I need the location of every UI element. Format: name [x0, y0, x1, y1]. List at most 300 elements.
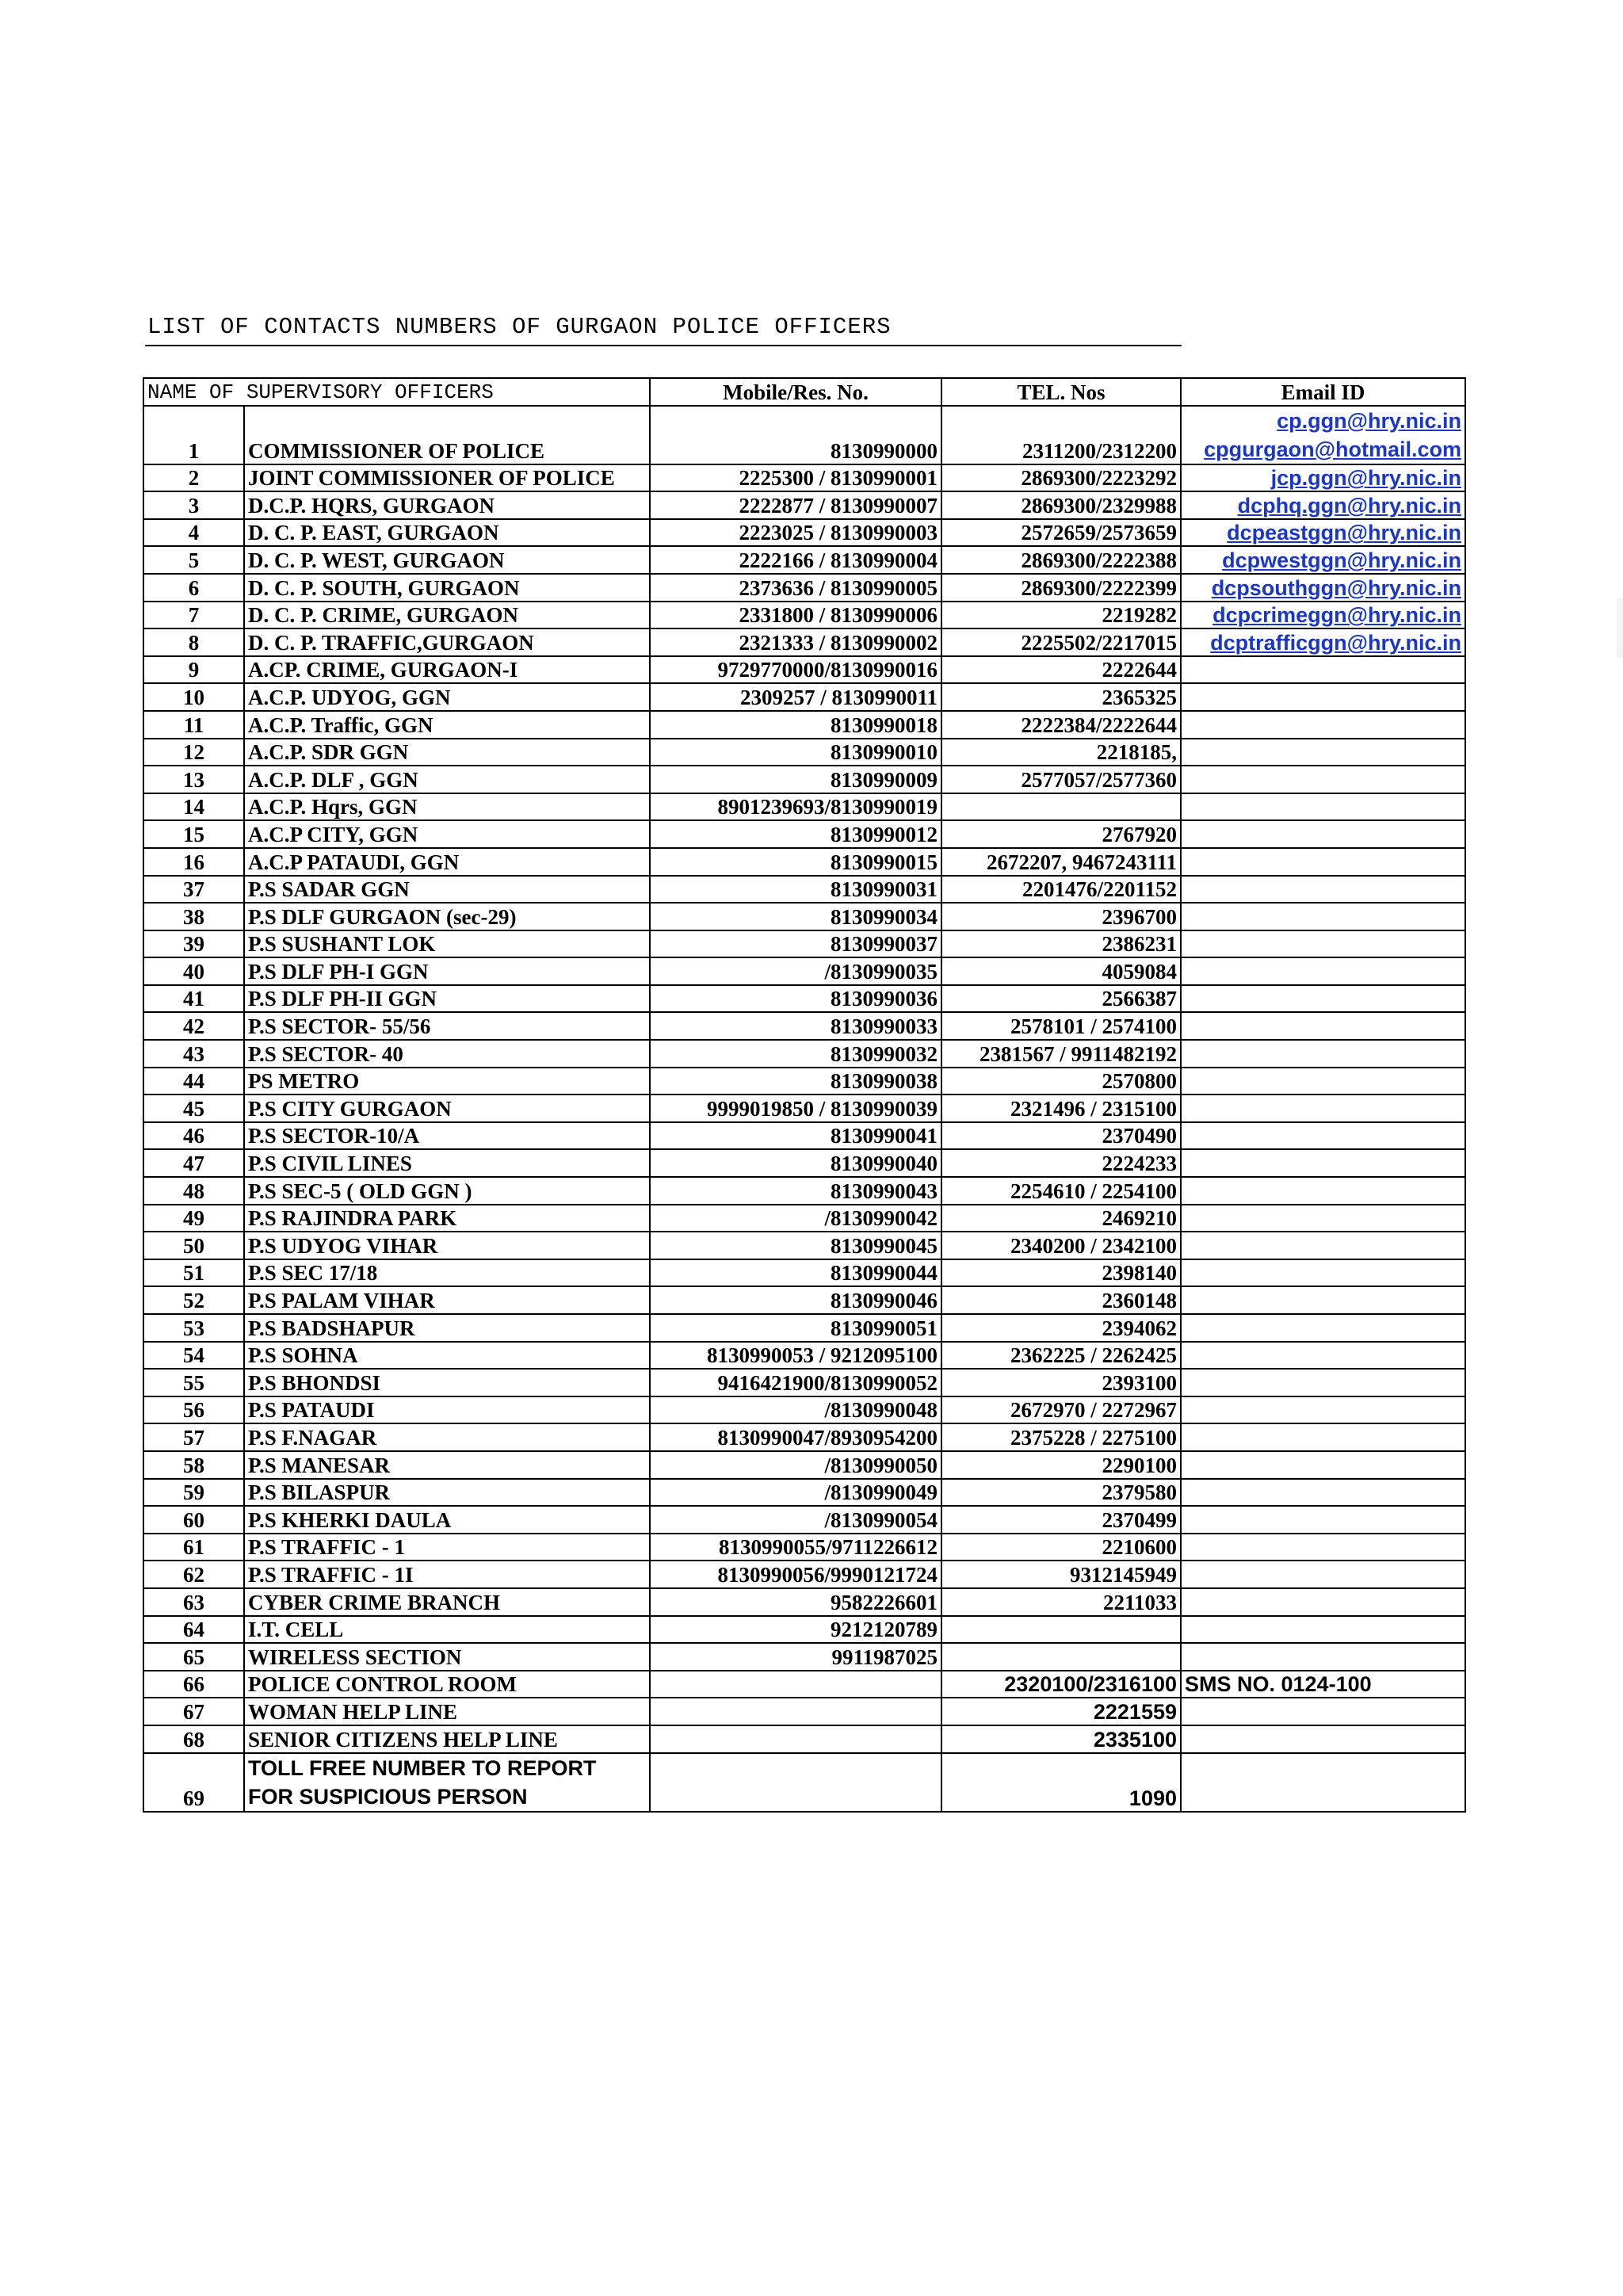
row-tel: 2254610 / 2254100	[941, 1177, 1181, 1205]
row-email	[1181, 876, 1465, 904]
row-sl: 56	[143, 1396, 244, 1424]
table-row	[143, 602, 1465, 629]
row-mobile: 9212120789	[650, 1616, 941, 1644]
row-tel: 2672207, 9467243111	[941, 848, 1181, 876]
row-mobile	[650, 1671, 941, 1698]
row-name-line: FOR SUSPICIOUS PERSON	[248, 1784, 528, 1809]
row-name: P.S BADSHAPUR	[244, 1314, 650, 1342]
row-name: P.S RAJINDRA PARK	[244, 1205, 650, 1232]
table-row	[143, 1588, 1465, 1616]
row-sl: 51	[143, 1259, 244, 1287]
row-tel: 2290100	[941, 1451, 1181, 1479]
row-email	[1181, 1423, 1465, 1451]
row-mobile: 9582226601	[650, 1588, 941, 1616]
row-email	[1181, 656, 1465, 684]
row-email	[1181, 1342, 1465, 1370]
row-email	[1181, 1286, 1465, 1314]
row-mobile: 8130990044	[650, 1259, 941, 1287]
header-email: Email ID	[1181, 378, 1465, 406]
row-email	[1181, 602, 1465, 629]
row-mobile: 2373636 / 8130990005	[650, 574, 941, 602]
row-sl: 67	[143, 1698, 244, 1725]
table-row	[143, 903, 1465, 930]
email-link[interactable]: dcpcrimeggn@hry.nic.in	[1212, 603, 1461, 628]
row-mobile: 8130990000	[650, 406, 941, 464]
row-sl: 11	[143, 711, 244, 739]
row-mobile: 8130990055/9711226612	[650, 1534, 941, 1561]
row-email	[1181, 1149, 1465, 1177]
row-tel: 2393100	[941, 1369, 1181, 1396]
row-name: P.S BILASPUR	[244, 1479, 650, 1507]
row-name: A.C.P CITY, GGN	[244, 820, 650, 848]
row-name: I.T. CELL	[244, 1616, 650, 1644]
table-row	[143, 766, 1465, 793]
row-email	[1181, 957, 1465, 985]
row-mobile: /8130990054	[650, 1506, 941, 1534]
row-sl: 14	[143, 793, 244, 821]
table-row	[143, 793, 1465, 821]
row-mobile: 9911987025	[650, 1643, 941, 1671]
row-name: D. C. P. EAST, GURGAON	[244, 519, 650, 547]
row-name: A.C.P. Traffic, GGN	[244, 711, 650, 739]
contacts-table	[143, 377, 1466, 1813]
row-email	[1181, 1753, 1465, 1812]
row-email	[1181, 406, 1465, 464]
table-row	[143, 656, 1465, 684]
row-name: D. C. P. TRAFFIC,GURGAON	[244, 628, 650, 656]
email-link[interactable]: dcpeastggn@hry.nic.in	[1227, 521, 1461, 545]
row-tel: 2577057/2577360	[941, 766, 1181, 793]
header-name: NAME OF SUPERVISORY OFFICERS	[143, 378, 650, 406]
row-email	[1181, 546, 1465, 574]
row-mobile	[650, 1753, 941, 1812]
row-sl: 4	[143, 519, 244, 547]
row-email	[1181, 1698, 1465, 1725]
row-sl: 13	[143, 766, 244, 793]
row-name: P.S SOHNA	[244, 1342, 650, 1370]
row-email	[1181, 1205, 1465, 1232]
row-sl: 62	[143, 1561, 244, 1588]
row-sl: 64	[143, 1616, 244, 1644]
row-mobile: 2225300 / 8130990001	[650, 464, 941, 492]
row-tel: 2218185,	[941, 739, 1181, 766]
table-row	[143, 1149, 1465, 1177]
row-mobile: 8901239693/8130990019	[650, 793, 941, 821]
table-row	[143, 1534, 1465, 1561]
row-sl: 9	[143, 656, 244, 684]
row-email	[1181, 1259, 1465, 1287]
table-row	[143, 1643, 1465, 1671]
row-tel: 2869300/2223292	[941, 464, 1181, 492]
row-mobile: 8130990047/8930954200	[650, 1423, 941, 1451]
row-email	[1181, 820, 1465, 848]
row-name: POLICE CONTROL ROOM	[244, 1671, 650, 1698]
row-sl: 53	[143, 1314, 244, 1342]
row-email	[1181, 1396, 1465, 1424]
row-sl: 47	[143, 1149, 244, 1177]
row-tel: 2869300/2329988	[941, 491, 1181, 519]
row-mobile: 8130990056/9990121724	[650, 1561, 941, 1588]
row-name: WOMAN HELP LINE	[244, 1698, 650, 1725]
row-name: JOINT COMMISSIONER OF POLICE	[244, 464, 650, 492]
row-sl: 49	[143, 1205, 244, 1232]
row-name: P.S TRAFFIC - 1I	[244, 1561, 650, 1588]
row-name: COMMISSIONER OF POLICE	[244, 406, 650, 464]
row-sl: 50	[143, 1232, 244, 1259]
row-sl: 54	[143, 1342, 244, 1370]
row-tel: 2225502/2217015	[941, 628, 1181, 656]
row-email	[1181, 1122, 1465, 1150]
table-row	[143, 1012, 1465, 1040]
row-mobile: 8130990040	[650, 1149, 941, 1177]
row-sl: 44	[143, 1068, 244, 1095]
row-tel: 2767920	[941, 820, 1181, 848]
row-name: P.S TRAFFIC - 1	[244, 1534, 650, 1561]
email-link[interactable]: dcpsouthggn@hry.nic.in	[1211, 575, 1461, 600]
table-row	[143, 519, 1465, 547]
row-mobile: 8130990018	[650, 711, 941, 739]
row-tel: 2320100/2316100	[941, 1671, 1181, 1698]
row-email	[1181, 1479, 1465, 1507]
row-sl: 52	[143, 1286, 244, 1314]
table-row	[143, 1232, 1465, 1259]
row-mobile: 9999019850 / 8130990039	[650, 1095, 941, 1122]
row-tel: 2365325	[941, 683, 1181, 711]
row-mobile: 2309257 / 8130990011	[650, 683, 941, 711]
row-sl: 42	[143, 1012, 244, 1040]
email-link[interactable]: cp.ggn@hry.nic.in	[1277, 408, 1461, 433]
email-link[interactable]: dcpwestggn@hry.nic.in	[1222, 548, 1461, 572]
row-mobile: 8130990041	[650, 1122, 941, 1150]
row-name: A.C.P. DLF , GGN	[244, 766, 650, 793]
row-email	[1181, 1506, 1465, 1534]
row-sl: 40	[143, 957, 244, 985]
row-tel: 2222644	[941, 656, 1181, 684]
table-row	[143, 820, 1465, 848]
header-row	[143, 378, 1465, 406]
table-row	[143, 1177, 1465, 1205]
row-sl: 1	[143, 406, 244, 464]
row-name: A.C.P. SDR GGN	[244, 739, 650, 766]
row-name: P.S F.NAGAR	[244, 1423, 650, 1451]
row-mobile: /8130990035	[650, 957, 941, 985]
row-mobile: /8130990042	[650, 1205, 941, 1232]
row-sl: 41	[143, 985, 244, 1013]
table-row	[143, 1698, 1465, 1725]
row-email	[1181, 1012, 1465, 1040]
row-mobile: 8130990045	[650, 1232, 941, 1259]
row-tel: 2396700	[941, 903, 1181, 930]
row-tel: 2381567 / 9911482192	[941, 1040, 1181, 1068]
row-sl: 2	[143, 464, 244, 492]
header-tel: TEL. Nos	[941, 378, 1181, 406]
table-row	[143, 1506, 1465, 1534]
row-name: A.CP. CRIME, GURGAON-I	[244, 656, 650, 684]
row-sl: 60	[143, 1506, 244, 1534]
row-name: D. C. P. CRIME, GURGAON	[244, 602, 650, 629]
table-row	[143, 1314, 1465, 1342]
table-row	[143, 1369, 1465, 1396]
row-mobile: 8130990051	[650, 1314, 941, 1342]
row-tel: 2375228 / 2275100	[941, 1423, 1181, 1451]
row-sl: 3	[143, 491, 244, 519]
table-row	[143, 1725, 1465, 1753]
row-tel: 2379580	[941, 1479, 1181, 1507]
table-row	[143, 491, 1465, 519]
row-mobile: 2331800 / 8130990006	[650, 602, 941, 629]
row-tel: 9312145949	[941, 1561, 1181, 1588]
row-email	[1181, 491, 1465, 519]
row-name: P.S SEC 17/18	[244, 1259, 650, 1287]
row-name: P.S PATAUDI	[244, 1396, 650, 1424]
row-mobile: 2222877 / 8130990007	[650, 491, 941, 519]
row-name: P.S SADAR GGN	[244, 876, 650, 904]
row-mobile: 8130990015	[650, 848, 941, 876]
table-row	[143, 546, 1465, 574]
email-link[interactable]: dcptrafficggn@hry.nic.in	[1210, 630, 1461, 655]
row-name: PS METRO	[244, 1068, 650, 1095]
row-tel	[941, 793, 1181, 821]
row-email	[1181, 1040, 1465, 1068]
row-tel: 2672970 / 2272967	[941, 1396, 1181, 1424]
row-tel: 2210600	[941, 1534, 1181, 1561]
table-row	[143, 574, 1465, 602]
row-email	[1181, 464, 1465, 492]
row-tel: 2394062	[941, 1314, 1181, 1342]
row-sl: 55	[143, 1369, 244, 1396]
row-tel	[941, 1643, 1181, 1671]
row-email	[1181, 1232, 1465, 1259]
table-row	[143, 1616, 1465, 1644]
table-row	[143, 985, 1465, 1013]
table-row	[143, 1205, 1465, 1232]
row-email	[1181, 1095, 1465, 1122]
row-email	[1181, 1068, 1465, 1095]
row-sl: 5	[143, 546, 244, 574]
row-tel: 2335100	[941, 1725, 1181, 1753]
email-link[interactable]: dcphq.ggn@hry.nic.in	[1237, 493, 1461, 518]
row-name: A.C.P. UDYOG, GGN	[244, 683, 650, 711]
row-name-line: TOLL FREE NUMBER TO REPORT	[248, 1755, 597, 1780]
row-email	[1181, 628, 1465, 656]
row-mobile	[650, 1698, 941, 1725]
row-tel: 2219282	[941, 602, 1181, 629]
row-tel: 2469210	[941, 1205, 1181, 1232]
row-name: D.C.P. HQRS, GURGAON	[244, 491, 650, 519]
table-row	[143, 1342, 1465, 1370]
table-row	[143, 406, 1465, 464]
row-name: SENIOR CITIZENS HELP LINE	[244, 1725, 650, 1753]
row-mobile: 2223025 / 8130990003	[650, 519, 941, 547]
row-sl: 61	[143, 1534, 244, 1561]
row-sl: 15	[143, 820, 244, 848]
table-row	[143, 1068, 1465, 1095]
table-row	[143, 876, 1465, 904]
row-name: P.S DLF PH-II GGN	[244, 985, 650, 1013]
table-row	[143, 1286, 1465, 1314]
row-sl: 16	[143, 848, 244, 876]
row-tel: 2222384/2222644	[941, 711, 1181, 739]
row-mobile: 8130990053 / 9212095100	[650, 1342, 941, 1370]
row-tel	[941, 1616, 1181, 1644]
row-name: WIRELESS SECTION	[244, 1643, 650, 1671]
row-tel: 2578101 / 2574100	[941, 1012, 1181, 1040]
row-sl: 12	[143, 739, 244, 766]
row-tel: 2221559	[941, 1698, 1181, 1725]
table-row	[143, 1451, 1465, 1479]
row-sl: 58	[143, 1451, 244, 1479]
row-sl: 6	[143, 574, 244, 602]
row-name: P.S KHERKI DAULA	[244, 1506, 650, 1534]
row-tel: 2572659/2573659	[941, 519, 1181, 547]
table-row	[143, 930, 1465, 958]
row-mobile: 8130990031	[650, 876, 941, 904]
row-tel: 2224233	[941, 1149, 1181, 1177]
row-name: CYBER CRIME BRANCH	[244, 1588, 650, 1616]
row-tel: 2311200/2312200	[941, 406, 1181, 464]
row-email	[1181, 1725, 1465, 1753]
row-sl: 43	[143, 1040, 244, 1068]
row-sl: 68	[143, 1725, 244, 1753]
row-name: P.S PALAM VIHAR	[244, 1286, 650, 1314]
row-mobile: 8130990038	[650, 1068, 941, 1095]
table-row	[143, 1753, 1465, 1812]
row-mobile: 8130990034	[650, 903, 941, 930]
row-tel: 2201476/2201152	[941, 876, 1181, 904]
row-name: P.S DLF GURGAON (sec-29)	[244, 903, 650, 930]
row-mobile: 9416421900/8130990052	[650, 1369, 941, 1396]
table-row	[143, 1423, 1465, 1451]
title-block	[145, 314, 1182, 346]
email-link[interactable]: cpgurgaon@hotmail.com	[1204, 437, 1461, 461]
row-name: P.S SECTOR- 40	[244, 1040, 650, 1068]
row-mobile: 8130990036	[650, 985, 941, 1013]
row-sl: 45	[143, 1095, 244, 1122]
row-tel: 2340200 / 2342100	[941, 1232, 1181, 1259]
row-mobile: /8130990050	[650, 1451, 941, 1479]
row-tel: 2362225 / 2262425	[941, 1342, 1181, 1370]
row-name: A.C.P PATAUDI, GGN	[244, 848, 650, 876]
row-email	[1181, 1588, 1465, 1616]
row-email	[1181, 683, 1465, 711]
row-tel: 2211033	[941, 1588, 1181, 1616]
row-name: P.S MANESAR	[244, 1451, 650, 1479]
row-sl: 10	[143, 683, 244, 711]
row-mobile	[650, 1725, 941, 1753]
row-mobile: /8130990049	[650, 1479, 941, 1507]
table-row	[143, 683, 1465, 711]
row-tel: 2360148	[941, 1286, 1181, 1314]
row-email	[1181, 1534, 1465, 1561]
row-name: P.S UDYOG VIHAR	[244, 1232, 650, 1259]
row-sl: 59	[143, 1479, 244, 1507]
row-tel: 2869300/2222388	[941, 546, 1181, 574]
contacts-table-body	[143, 378, 1465, 1812]
row-email	[1181, 711, 1465, 739]
row-sl: 39	[143, 930, 244, 958]
row-name: P.S CIVIL LINES	[244, 1149, 650, 1177]
table-row	[143, 711, 1465, 739]
table-row	[143, 1122, 1465, 1150]
table-row	[143, 848, 1465, 876]
row-email	[1181, 1643, 1465, 1671]
row-email	[1181, 903, 1465, 930]
row-name: D. C. P. WEST, GURGAON	[244, 546, 650, 574]
page-edge-mark	[1617, 598, 1623, 658]
row-name: P.S SUSHANT LOK	[244, 930, 650, 958]
row-sl: 8	[143, 628, 244, 656]
email-link[interactable]: jcp.ggn@hry.nic.in	[1270, 466, 1461, 491]
row-tel: 1090	[941, 1753, 1181, 1812]
header-mobile: Mobile/Res. No.	[650, 378, 941, 406]
row-mobile: 8130990033	[650, 1012, 941, 1040]
row-sl: 57	[143, 1423, 244, 1451]
row-sl: 46	[143, 1122, 244, 1150]
table-row	[143, 957, 1465, 985]
table-row	[143, 1396, 1465, 1424]
row-mobile: 8130990043	[650, 1177, 941, 1205]
row-tel: 2566387	[941, 985, 1181, 1013]
row-tel: 2398140	[941, 1259, 1181, 1287]
row-email	[1181, 1616, 1465, 1644]
row-mobile: 2321333 / 8130990002	[650, 628, 941, 656]
row-sl: 48	[143, 1177, 244, 1205]
row-email	[1181, 1561, 1465, 1588]
row-mobile: 8130990032	[650, 1040, 941, 1068]
row-email	[1181, 930, 1465, 958]
row-sl: 66	[143, 1671, 244, 1698]
row-email	[1181, 519, 1465, 547]
row-tel: 2869300/2222399	[941, 574, 1181, 602]
row-email	[1181, 848, 1465, 876]
row-mobile: 8130990037	[650, 930, 941, 958]
table-row	[143, 628, 1465, 656]
row-tel: 2570800	[941, 1068, 1181, 1095]
row-name: P.S DLF PH-I GGN	[244, 957, 650, 985]
row-name: P.S SECTOR-10/A	[244, 1122, 650, 1150]
row-mobile: 8130990012	[650, 820, 941, 848]
row-email	[1181, 793, 1465, 821]
row-name: A.C.P. Hqrs, GGN	[244, 793, 650, 821]
row-mobile: 8130990009	[650, 766, 941, 793]
row-name: P.S SECTOR- 55/56	[244, 1012, 650, 1040]
row-email	[1181, 1314, 1465, 1342]
row-name	[244, 1753, 650, 1812]
table-row	[143, 464, 1465, 492]
row-tel: 2370499	[941, 1506, 1181, 1534]
row-email	[1181, 1177, 1465, 1205]
row-name: D. C. P. SOUTH, GURGAON	[244, 574, 650, 602]
table-row	[143, 1040, 1465, 1068]
row-tel: 2370490	[941, 1122, 1181, 1150]
row-mobile: 8130990010	[650, 739, 941, 766]
row-name: P.S CITY GURGAON	[244, 1095, 650, 1122]
row-email	[1181, 985, 1465, 1013]
row-mobile: /8130990048	[650, 1396, 941, 1424]
table-row	[143, 1671, 1465, 1698]
row-sl: 63	[143, 1588, 244, 1616]
row-email	[1181, 766, 1465, 793]
row-email	[1181, 574, 1465, 602]
table-row	[143, 1095, 1465, 1122]
row-name: P.S SEC-5 ( OLD GGN )	[244, 1177, 650, 1205]
row-sl: 37	[143, 876, 244, 904]
row-email: SMS NO. 0124-100	[1181, 1671, 1465, 1698]
table-row	[143, 1479, 1465, 1507]
row-email	[1181, 739, 1465, 766]
row-tel: 4059084	[941, 957, 1181, 985]
row-mobile: 9729770000/8130990016	[650, 656, 941, 684]
